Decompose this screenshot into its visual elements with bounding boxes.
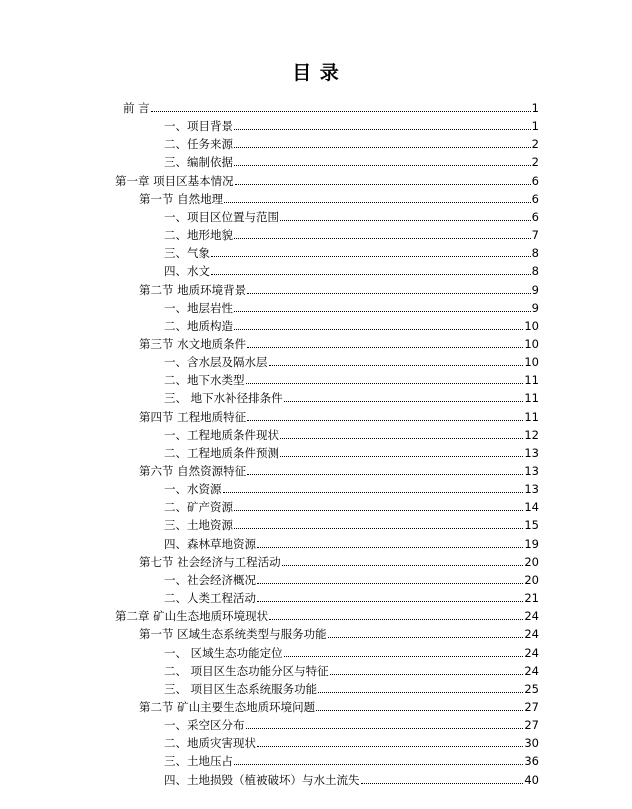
toc-entry-page: 27 — [524, 718, 539, 733]
toc-entry-label: 第一节 区域生态系统类型与服务功能 — [139, 627, 327, 642]
toc-entry-label: 一、水资源 — [164, 482, 222, 497]
toc-entry-label: 二、地质构造 — [164, 318, 233, 333]
toc-dot-leader — [257, 583, 523, 584]
toc-dot-leader — [316, 710, 523, 711]
toc-entry-page: 40 — [524, 772, 539, 787]
toc-entry[interactable] — [115, 170, 539, 188]
toc-dot-leader — [257, 746, 523, 747]
toc-entry-page: 7 — [531, 228, 539, 243]
toc-entry-label: 第三节 水文地质条件 — [139, 336, 247, 351]
toc-entry-page: 2 — [531, 137, 539, 152]
toc-dot-leader — [284, 401, 524, 402]
toc-entry-label: 第二章 矿山生态地质环境现状 — [115, 609, 269, 624]
toc-entry[interactable] — [164, 151, 539, 169]
toc-dot-leader — [330, 674, 524, 675]
toc-entry-label: 第二节 地质环境背景 — [139, 282, 247, 297]
toc-entry-page: 6 — [531, 173, 539, 188]
toc-entry[interactable] — [164, 533, 539, 551]
toc-entry[interactable] — [164, 115, 539, 133]
toc-entry-page: 1 — [531, 101, 539, 115]
toc-dot-leader — [234, 311, 531, 312]
toc-dot-leader — [234, 165, 531, 166]
toc-dot-leader — [247, 293, 531, 294]
toc-entry-page: 6 — [531, 191, 539, 206]
toc-dot-leader — [211, 256, 531, 257]
toc-dot-leader — [223, 492, 524, 493]
toc-entry-page: 11 — [524, 409, 539, 424]
toc-entry[interactable] — [123, 97, 539, 115]
toc-entry-page: 13 — [524, 464, 539, 478]
toc-entry-label: 四、水文 — [164, 264, 210, 279]
toc-entry-label: 二、地形地貌 — [164, 228, 233, 243]
toc-entry-page: 13 — [524, 482, 539, 497]
toc-dot-leader — [234, 329, 523, 330]
toc-entry-label: 一、社会经济概况 — [164, 572, 256, 587]
toc-entry-label: 二、矿产资源 — [164, 500, 233, 515]
toc-entry[interactable] — [164, 387, 539, 405]
toc-entry-label: 三、 地下水补径排条件 — [164, 391, 283, 406]
toc-entry[interactable] — [139, 551, 539, 569]
toc-entry-label: 二、人类工程活动 — [164, 591, 256, 606]
toc-entry-label: 三、土地压占 — [164, 754, 233, 769]
toc-dot-leader — [257, 547, 523, 548]
toc-dot-leader — [257, 601, 523, 602]
toc-entry-label: 三、土地资源 — [164, 518, 233, 533]
toc-entry[interactable] — [164, 769, 539, 787]
toc-entry-page: 13 — [524, 445, 539, 460]
toc-entry[interactable] — [164, 478, 539, 496]
toc-entry[interactable] — [164, 496, 539, 514]
toc-dot-leader — [284, 656, 524, 657]
toc-entry-page: 30 — [524, 736, 539, 751]
toc-entry[interactable] — [164, 260, 539, 278]
toc-entry-page: 10 — [524, 318, 539, 333]
toc-dot-leader — [247, 474, 523, 475]
toc-entry[interactable] — [164, 750, 539, 768]
toc-entry-page: 2 — [531, 155, 539, 170]
toc-entry[interactable] — [164, 587, 539, 605]
toc-entry[interactable] — [164, 206, 539, 224]
toc-entry-label: 第二节 矿山主要生态地质环境问题 — [139, 699, 316, 714]
toc-entry-page: 15 — [524, 518, 539, 533]
toc-entry-page: 12 — [524, 427, 539, 442]
toc-entry-label: 一、项目区位置与范围 — [164, 209, 279, 224]
toc-title: 目 录 — [292, 62, 340, 84]
toc-entry[interactable] — [164, 133, 539, 151]
toc-entry-page: 1 — [531, 119, 539, 134]
toc-dot-leader — [235, 184, 531, 185]
toc-entry-label: 一、工程地质条件现状 — [164, 427, 279, 442]
toc-dot-leader — [224, 202, 531, 203]
toc-entry-label: 二、工程地质条件预测 — [164, 445, 279, 460]
toc-entry-page: 8 — [531, 264, 539, 279]
toc-entry-label: 第六节 自然资源特征 — [139, 464, 247, 478]
toc-dot-leader — [211, 274, 531, 275]
toc-entry-label: 第七节 社会经济与工程活动 — [139, 554, 281, 569]
toc-dot-leader — [234, 129, 531, 130]
toc-entry-page: 24 — [524, 663, 539, 678]
toc-dot-leader — [246, 383, 524, 384]
toc-dot-leader — [318, 692, 523, 693]
toc-entry-page: 9 — [531, 282, 539, 297]
toc-dot-leader — [234, 528, 523, 529]
toc-entry-page: 24 — [524, 627, 539, 642]
toc-entry[interactable] — [164, 369, 539, 387]
toc-entry[interactable] — [164, 351, 539, 369]
toc-dot-leader — [234, 238, 531, 239]
toc-entry-page: 20 — [524, 572, 539, 587]
toc-entry[interactable] — [164, 732, 539, 750]
toc-dot-leader — [361, 783, 524, 784]
toc-entry[interactable] — [164, 678, 539, 696]
toc-entry[interactable] — [164, 297, 539, 315]
toc-dot-leader — [282, 565, 524, 566]
toc-entry-page: 11 — [524, 391, 539, 406]
toc-entry-label: 二、 项目区生态功能分区与特征 — [164, 663, 329, 678]
toc-dot-leader — [269, 619, 523, 620]
toc-entry[interactable] — [139, 460, 539, 478]
toc-entry-label: 一、含水层及隔水层 — [164, 355, 268, 370]
toc-dot-leader — [234, 147, 531, 148]
toc-entry-page: 20 — [524, 554, 539, 569]
toc-entry-label: 一、项目背景 — [164, 119, 233, 134]
toc-entry-page: 21 — [524, 591, 539, 606]
toc-entry-label: 一、地层岩性 — [164, 300, 233, 315]
toc-entry[interactable] — [139, 623, 539, 641]
toc-entry[interactable] — [164, 315, 539, 333]
toc-entry[interactable] — [164, 224, 539, 242]
toc-entry[interactable] — [164, 242, 539, 260]
toc-entry[interactable] — [164, 714, 539, 732]
toc-entry[interactable] — [139, 279, 539, 297]
toc-dot-leader — [280, 438, 523, 439]
toc-entry[interactable] — [164, 424, 539, 442]
toc-entry-page: 14 — [524, 500, 539, 515]
toc-dot-leader — [247, 420, 523, 421]
toc-entry[interactable] — [164, 442, 539, 460]
toc-dot-leader — [246, 728, 524, 729]
toc-dot-leader — [234, 510, 523, 511]
toc-entry-label: 四、森林草地资源 — [164, 536, 256, 551]
toc-entry[interactable] — [164, 569, 539, 587]
toc-entry-page: 24 — [524, 609, 539, 624]
toc-entry-page: 6 — [531, 209, 539, 224]
toc-entry-page: 19 — [524, 536, 539, 551]
toc-entry-label: 一、采空区分布 — [164, 718, 245, 733]
toc-entry[interactable] — [139, 406, 539, 424]
toc-entry-label: 一、 区域生态功能定位 — [164, 645, 283, 660]
toc-entry-label: 二、地下水类型 — [164, 373, 245, 388]
toc-dot-leader — [280, 220, 531, 221]
toc-dot-leader — [269, 365, 524, 366]
toc-entry[interactable] — [164, 514, 539, 532]
toc-entry-label: 三、气象 — [164, 246, 210, 261]
toc-entry-page: 36 — [524, 754, 539, 769]
toc-entry[interactable] — [164, 660, 539, 678]
toc-entry-page: 9 — [531, 300, 539, 315]
toc-entry-page: 11 — [524, 373, 539, 388]
toc-dot-leader — [280, 456, 523, 457]
toc-dot-leader — [328, 637, 524, 638]
toc-entry-page: 10 — [524, 336, 539, 351]
toc-entry-label: 第一节 自然地理 — [139, 191, 224, 206]
toc-entry-page: 10 — [524, 355, 539, 370]
toc-entry-label: 三、 项目区生态系统服务功能 — [164, 681, 318, 696]
toc-dot-leader — [247, 347, 523, 348]
toc-entry[interactable] — [139, 188, 539, 206]
toc-dot-leader — [234, 764, 523, 765]
toc-entry-label: 前 言 — [123, 101, 150, 115]
toc-entry[interactable] — [115, 605, 539, 623]
toc-entry[interactable] — [139, 333, 539, 351]
toc-entry-page: 24 — [524, 645, 539, 660]
toc-entry-label: 二、地质灾害现状 — [164, 736, 256, 751]
toc-entry[interactable] — [139, 696, 539, 714]
toc-entry-page: 8 — [531, 246, 539, 261]
toc-entry-label: 四、土地损毁（植被破坏）与水土流失 — [164, 772, 360, 787]
toc-dot-leader — [151, 111, 531, 112]
toc-entry-page: 25 — [524, 681, 539, 696]
toc-entry-label: 三、编制依据 — [164, 155, 233, 170]
toc-entry-label: 第一章 项目区基本情况 — [115, 173, 234, 188]
toc-entry-label: 第四节 工程地质特征 — [139, 409, 247, 424]
toc-entry-label: 二、任务来源 — [164, 137, 233, 152]
toc-entry[interactable] — [164, 642, 539, 660]
toc-entry-page: 27 — [524, 699, 539, 714]
